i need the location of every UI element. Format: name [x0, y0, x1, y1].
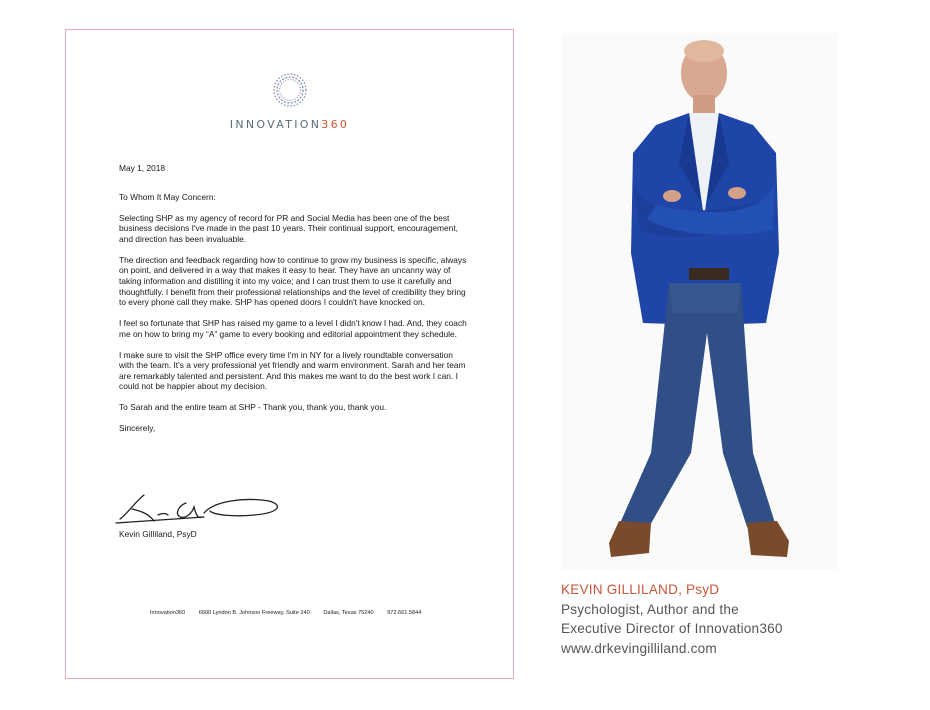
- letter-salutation: To Whom It May Concern:: [119, 191, 216, 202]
- letter-paragraph: I make sure to visit the SHP office every time I'm in NY for a lively roundtable conversation with the team. It's a very professional yet friendly and warm environment. Sarah and her team are remarkably talented and persistent. And this makes me want to do the best work I can. I could not be happier about my decision.: [119, 349, 466, 392]
- innovation360-logo: [66, 70, 513, 131]
- photo-caption: [561, 580, 783, 658]
- footer-company: Innovation360: [150, 610, 186, 616]
- caption-website: www.drkevingilliland.com: [561, 640, 717, 656]
- footer-phone: 972.661.5844: [387, 610, 422, 616]
- handwritten-signature: [114, 491, 289, 532]
- logo-ring-icon: [270, 70, 310, 110]
- caption-name: KEVIN GILLILAND, PsyD: [561, 582, 720, 597]
- letter-closing: Sincerely,: [119, 423, 156, 434]
- footer-address: 6600 Lyndon B. Johnson Freeway, Suite 240: [198, 610, 310, 616]
- caption-role-line-1: Psychologist, Author and the: [561, 601, 739, 617]
- portrait-photo: [561, 33, 837, 570]
- letter-footer: [150, 610, 433, 616]
- person-figure-illustration: [561, 33, 837, 570]
- logo-wordmark: INNOVATION360: [229, 118, 350, 131]
- letter-paragraph: To Sarah and the entire team at SHP - Thank you, thank you, thank you.: [119, 402, 387, 413]
- letter-signer: Kevin Gilliland, PsyD: [119, 529, 197, 539]
- footer-city: Dallas, Texas 75240: [323, 610, 374, 616]
- testimonial-letter: [65, 29, 514, 679]
- letter-paragraph: I feel so fortunate that SHP has raised my game to a level I didn't know I had. And, they coach me on how to bring my “A” game to every booking and editorial appointment they schedule.: [119, 318, 467, 339]
- letter-paragraph: The direction and feedback regarding how to continue to grow my business is specific, always on point, and delivered in a way that makes it easy to hear. They have an uncanny way of taking information and distilling it into my voice; and I can trust them to use it carefully and thoughtfully. I benefit from their professional relationships and the level of credibility they bring to every phone call they make. SHP has opened doors I couldn't have knocked on.: [119, 254, 467, 308]
- caption-role-line-2: Executive Director of Innovation360: [561, 621, 783, 637]
- letter-body: [119, 163, 469, 444]
- letter-date: May 1, 2018: [119, 163, 166, 173]
- letter-paragraph: Selecting SHP as my agency of record for PR and Social Media has been one of the best business decisions I've made in the past 10 years. Their continual support, encouragement, and direction has been invaluable.: [119, 212, 458, 244]
